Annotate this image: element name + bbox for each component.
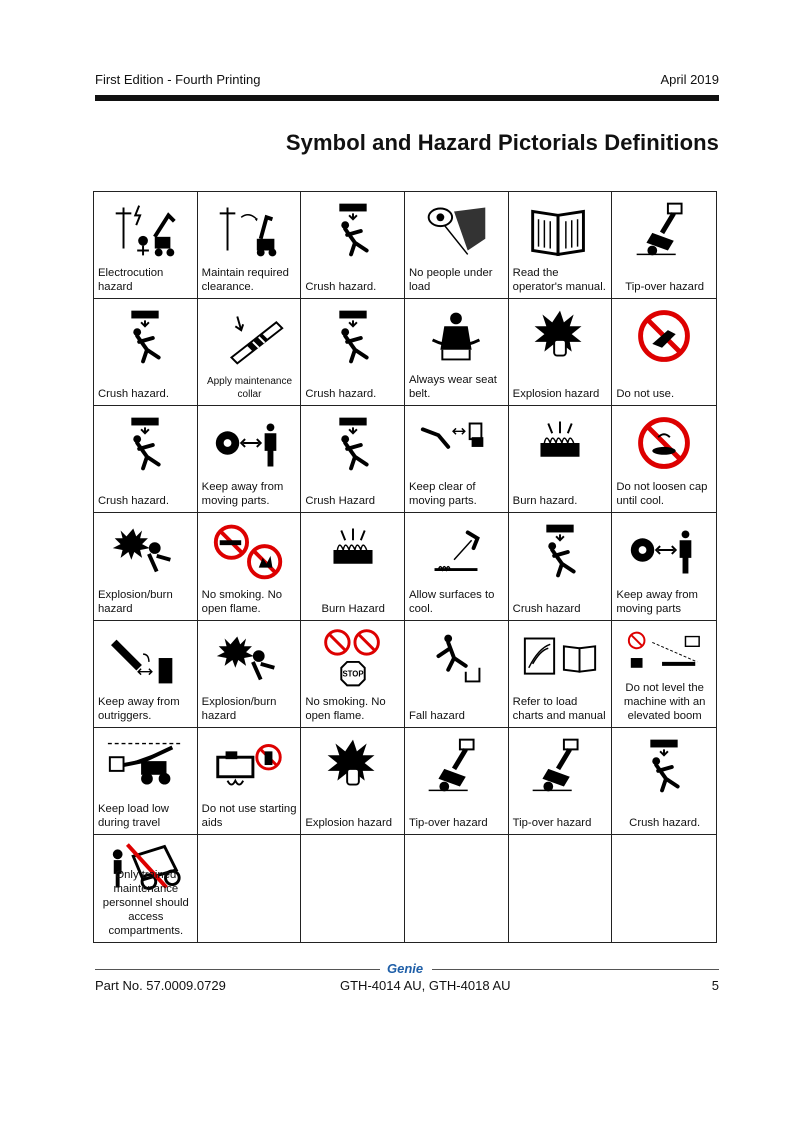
crush-hazard-icon (301, 305, 404, 369)
allow-surfaces-cool-icon (405, 519, 508, 583)
footer-model: GTH-4014 AU, GTH-4018 AU (340, 978, 511, 993)
pictorial-cell (94, 299, 198, 406)
crush-hazard-icon (301, 198, 404, 262)
pictorial-cell (198, 513, 302, 620)
pictorial-cell (612, 299, 716, 406)
pictorial-cell (509, 728, 613, 835)
keep-load-low-icon (94, 734, 197, 798)
page-title: Symbol and Hazard Pictorials Definitions (285, 130, 719, 155)
pictorial-cell (301, 728, 405, 835)
explosion-hazard-icon (509, 305, 612, 369)
tip-over-hazard-icon (405, 734, 508, 798)
pictorial-label: Explosion hazard (305, 816, 392, 829)
pictorial-cell (509, 513, 613, 620)
footer-rule-right (432, 969, 719, 970)
pictorial-label: Tip-over hazard (408, 816, 488, 829)
seat-belt-icon (405, 305, 508, 369)
pictorial-cell (612, 406, 716, 513)
keep-away-moving-parts-icon (612, 519, 716, 583)
maintenance-collar-icon (198, 305, 301, 369)
explosion-hazard-icon (301, 734, 404, 798)
crush-hazard-icon (612, 734, 716, 798)
pictorial-cell (94, 621, 198, 728)
empty-cell (509, 835, 613, 942)
pictorial-cell (198, 192, 302, 299)
pictorial-label: Crush hazard. (305, 281, 377, 294)
pictorial-label: Explosion/burn hazard (98, 588, 173, 615)
pictorial-label: Fall hazard (408, 709, 465, 722)
pictorial-cell (94, 192, 198, 299)
load-charts-manual-icon (509, 627, 612, 691)
crush-hazard-icon (94, 305, 197, 369)
tip-over-hazard-icon (612, 198, 716, 262)
pictorial-label: Crush hazard. (629, 816, 701, 829)
pictorial-cell (94, 406, 198, 513)
pictorial-cell (509, 192, 613, 299)
pictorial-label: Apply maintenance collar (206, 376, 293, 401)
empty-cell (198, 835, 302, 942)
pictorial-label: Crush Hazard (305, 495, 376, 508)
pictorial-cell (612, 621, 716, 728)
electrocution-hazard-icon (94, 198, 197, 262)
maintain-clearance-icon (198, 198, 301, 262)
keep-away-moving-parts-icon (198, 412, 301, 476)
empty-cell (612, 835, 716, 942)
pictorial-label: Burn Hazard (321, 602, 385, 615)
svg-text:STOP: STOP (342, 669, 364, 679)
pictorial-label: Keep clear of moving parts. (408, 481, 477, 508)
pictorial-label: Keep load low during travel (98, 802, 169, 829)
pictorial-cell (405, 621, 509, 728)
pictorial-label: No smoking. No open flame. (305, 695, 386, 722)
pictorial-cell (405, 192, 509, 299)
pictorial-cell (405, 299, 509, 406)
pictorial-cell (612, 513, 716, 620)
crush-hazard-icon (94, 412, 197, 476)
pictorial-label: Keep away from moving parts. (201, 481, 284, 508)
pictorial-cell (509, 299, 613, 406)
no-starting-aids-icon (198, 734, 301, 798)
pictorial-cell (405, 406, 509, 513)
keep-away-outriggers-icon (94, 627, 197, 691)
pictorial-label: Explosion hazard (512, 388, 600, 401)
pictorial-label: Read the operator's manual. (512, 267, 606, 294)
burn-hazard-icon (301, 519, 404, 583)
pictorial-label: Tip-over hazard (625, 281, 704, 294)
pictorial-cell (405, 728, 509, 835)
pictorials-table (93, 191, 717, 943)
pictorial-label: Do not use. (616, 388, 675, 401)
pictorial-label: Crush hazard. (305, 388, 377, 401)
pictorial-cell (612, 728, 716, 835)
pictorial-label: Crush hazard (512, 602, 581, 615)
pictorial-cell (94, 835, 198, 942)
pictorial-label: Only trained maintenance personnel should access compartments. (102, 869, 189, 937)
do-not-loosen-cap-icon (612, 412, 716, 476)
empty-cell (301, 835, 405, 942)
read-manual-icon (509, 198, 612, 262)
pictorial-cell (94, 513, 198, 620)
pictorial-cell (301, 621, 405, 728)
pictorial-label: Allow surfaces to cool. (408, 588, 495, 615)
pictorial-label: Crush hazard. (98, 388, 169, 401)
pictorial-cell (198, 299, 302, 406)
pictorial-cell (198, 728, 302, 835)
pictorial-label: Do not level the machine with an elevated boom (623, 681, 706, 722)
pictorial-cell (301, 406, 405, 513)
pictorial-cell (301, 299, 405, 406)
pictorial-cell (612, 192, 716, 299)
pictorial-label: Do not use starting aids (201, 802, 297, 829)
pictorial-cell (198, 621, 302, 728)
footer-part-number: Part No. 57.0009.0729 (95, 978, 226, 993)
pictorial-label: Burn hazard. (512, 495, 578, 508)
pictorial-cell (198, 406, 302, 513)
pictorial-label: Explosion/burn hazard (201, 695, 277, 722)
no-smoking-stop-icon (301, 627, 404, 691)
pictorial-label: Refer to load charts and manual (512, 695, 606, 722)
pictorial-label: No people under load (408, 267, 493, 294)
pictorial-label: No smoking. No open flame. (201, 588, 283, 615)
pictorial-cell (94, 728, 198, 835)
pictorial-label: Electrocution hazard (98, 267, 164, 294)
header-date: April 2019 (660, 72, 719, 87)
pictorial-label: Always wear seat belt. (408, 374, 497, 401)
pictorial-cell (301, 192, 405, 299)
explosion-burn-hazard-icon (94, 519, 197, 583)
keep-clear-moving-parts-icon (405, 412, 508, 476)
fall-hazard-icon (405, 627, 508, 691)
footer-rule-left (95, 969, 380, 970)
pictorial-cell (509, 406, 613, 513)
header-edition: First Edition - Fourth Printing (95, 72, 261, 87)
pictorial-cell (405, 513, 509, 620)
explosion-burn-hazard-icon (198, 627, 301, 691)
pictorial-cell (509, 621, 613, 728)
pictorial-label: Maintain required clearance. (201, 267, 289, 294)
do-not-use-icon (612, 305, 716, 369)
genie-logo: Genie (387, 961, 424, 976)
crush-hazard-icon (509, 519, 612, 583)
tip-over-hazard-icon (509, 734, 612, 798)
pictorial-label: Do not loosen cap until cool. (616, 481, 708, 508)
pictorial-label: Keep away from outriggers. (98, 695, 180, 722)
no-people-under-load-icon (405, 198, 508, 262)
crush-hazard-icon (301, 412, 404, 476)
burn-hazard-icon (509, 412, 612, 476)
empty-cell (405, 835, 509, 942)
header-rule (95, 95, 719, 101)
pictorial-label: Crush hazard. (98, 495, 169, 508)
footer-page-number: 5 (711, 978, 719, 993)
pictorial-cell (301, 513, 405, 620)
pictorial-label: Tip-over hazard (512, 816, 592, 829)
no-smoking-no-flame-icon (198, 519, 301, 583)
pictorial-label: Keep away from moving parts (616, 588, 698, 615)
